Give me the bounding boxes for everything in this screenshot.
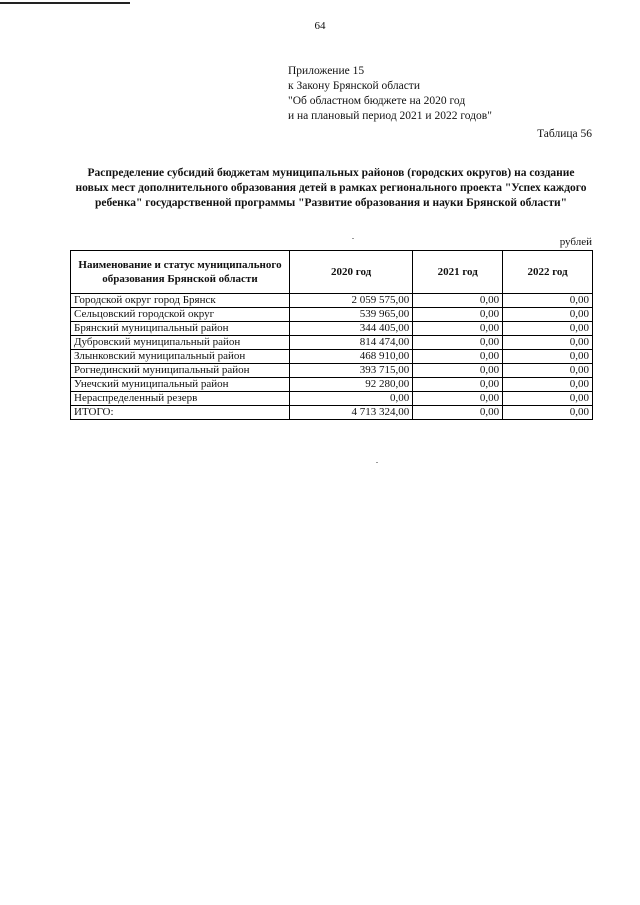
header-2022: 2022 год <box>503 251 593 294</box>
document-title: Распределение субсидий бюджетам муниципальных районов (городских округов) на создание новых мест дополнительного образования детей в рамках регионального проекта "Успех каждого ребенка" государственной программы "Развитие образования и науки Брянской области" <box>75 167 587 209</box>
table-row <box>71 364 593 378</box>
table-row <box>71 392 593 406</box>
scan-speck <box>376 462 378 463</box>
total-2022: 0,00 <box>503 406 593 420</box>
row-2020: 539 965,00 <box>290 308 413 322</box>
row-2020: 0,00 <box>290 392 413 406</box>
appendix-line: к Закону Брянской области <box>288 80 420 92</box>
row-2020: 814 474,00 <box>290 336 413 350</box>
table-total-row <box>71 406 593 420</box>
row-2020: 468 910,00 <box>290 350 413 364</box>
row-name: Нераспределенный резерв <box>71 392 290 406</box>
row-2021: 0,00 <box>413 308 503 322</box>
row-2020: 2 059 575,00 <box>290 294 413 308</box>
scan-speck <box>352 238 354 239</box>
subsidy-table <box>70 250 593 420</box>
row-name: Брянский муниципальный район <box>71 322 290 336</box>
row-2021: 0,00 <box>413 350 503 364</box>
row-2020: 393 715,00 <box>290 364 413 378</box>
row-2020: 344 405,00 <box>290 322 413 336</box>
table-row <box>71 294 593 308</box>
row-2022: 0,00 <box>503 308 593 322</box>
row-2021: 0,00 <box>413 322 503 336</box>
row-2022: 0,00 <box>503 322 593 336</box>
appendix-line: и на плановый период 2021 и 2022 годов" <box>288 110 492 122</box>
header-municipality: Наименование и статус муниципального образования Брянской области <box>71 251 290 294</box>
row-2022: 0,00 <box>503 350 593 364</box>
row-2022: 0,00 <box>503 336 593 350</box>
row-name: Городской округ город Брянск <box>71 294 290 308</box>
row-2021: 0,00 <box>413 336 503 350</box>
row-name: Унечский муниципальный район <box>71 378 290 392</box>
row-2021: 0,00 <box>413 378 503 392</box>
row-2021: 0,00 <box>413 364 503 378</box>
row-2022: 0,00 <box>503 392 593 406</box>
table-row <box>71 322 593 336</box>
total-label: ИТОГО: <box>71 406 290 420</box>
row-2020: 92 280,00 <box>290 378 413 392</box>
header-2020: 2020 год <box>290 251 413 294</box>
table-row <box>71 378 593 392</box>
row-name: Сельцовский городской округ <box>71 308 290 322</box>
table-number: Таблица 56 <box>537 128 592 140</box>
total-2021: 0,00 <box>413 406 503 420</box>
header-2021: 2021 год <box>413 251 503 294</box>
table-header-row <box>71 251 593 294</box>
top-rule <box>0 2 130 4</box>
table-row <box>71 336 593 350</box>
row-name: Рогнединский муниципальный район <box>71 364 290 378</box>
units-label: рублей <box>559 236 592 248</box>
row-2022: 0,00 <box>503 294 593 308</box>
table-row <box>71 350 593 364</box>
row-2022: 0,00 <box>503 378 593 392</box>
row-2021: 0,00 <box>413 392 503 406</box>
appendix-line: Приложение 15 <box>288 65 365 77</box>
appendix-block <box>288 64 492 124</box>
row-name: Злынковский муниципальный район <box>71 350 290 364</box>
total-2020: 4 713 324,00 <box>290 406 413 420</box>
row-2021: 0,00 <box>413 294 503 308</box>
table-row <box>71 308 593 322</box>
appendix-line: "Об областном бюджете на 2020 год <box>288 95 466 107</box>
page-number: 64 <box>314 20 326 32</box>
row-name: Дубровский муниципальный район <box>71 336 290 350</box>
row-2022: 0,00 <box>503 364 593 378</box>
